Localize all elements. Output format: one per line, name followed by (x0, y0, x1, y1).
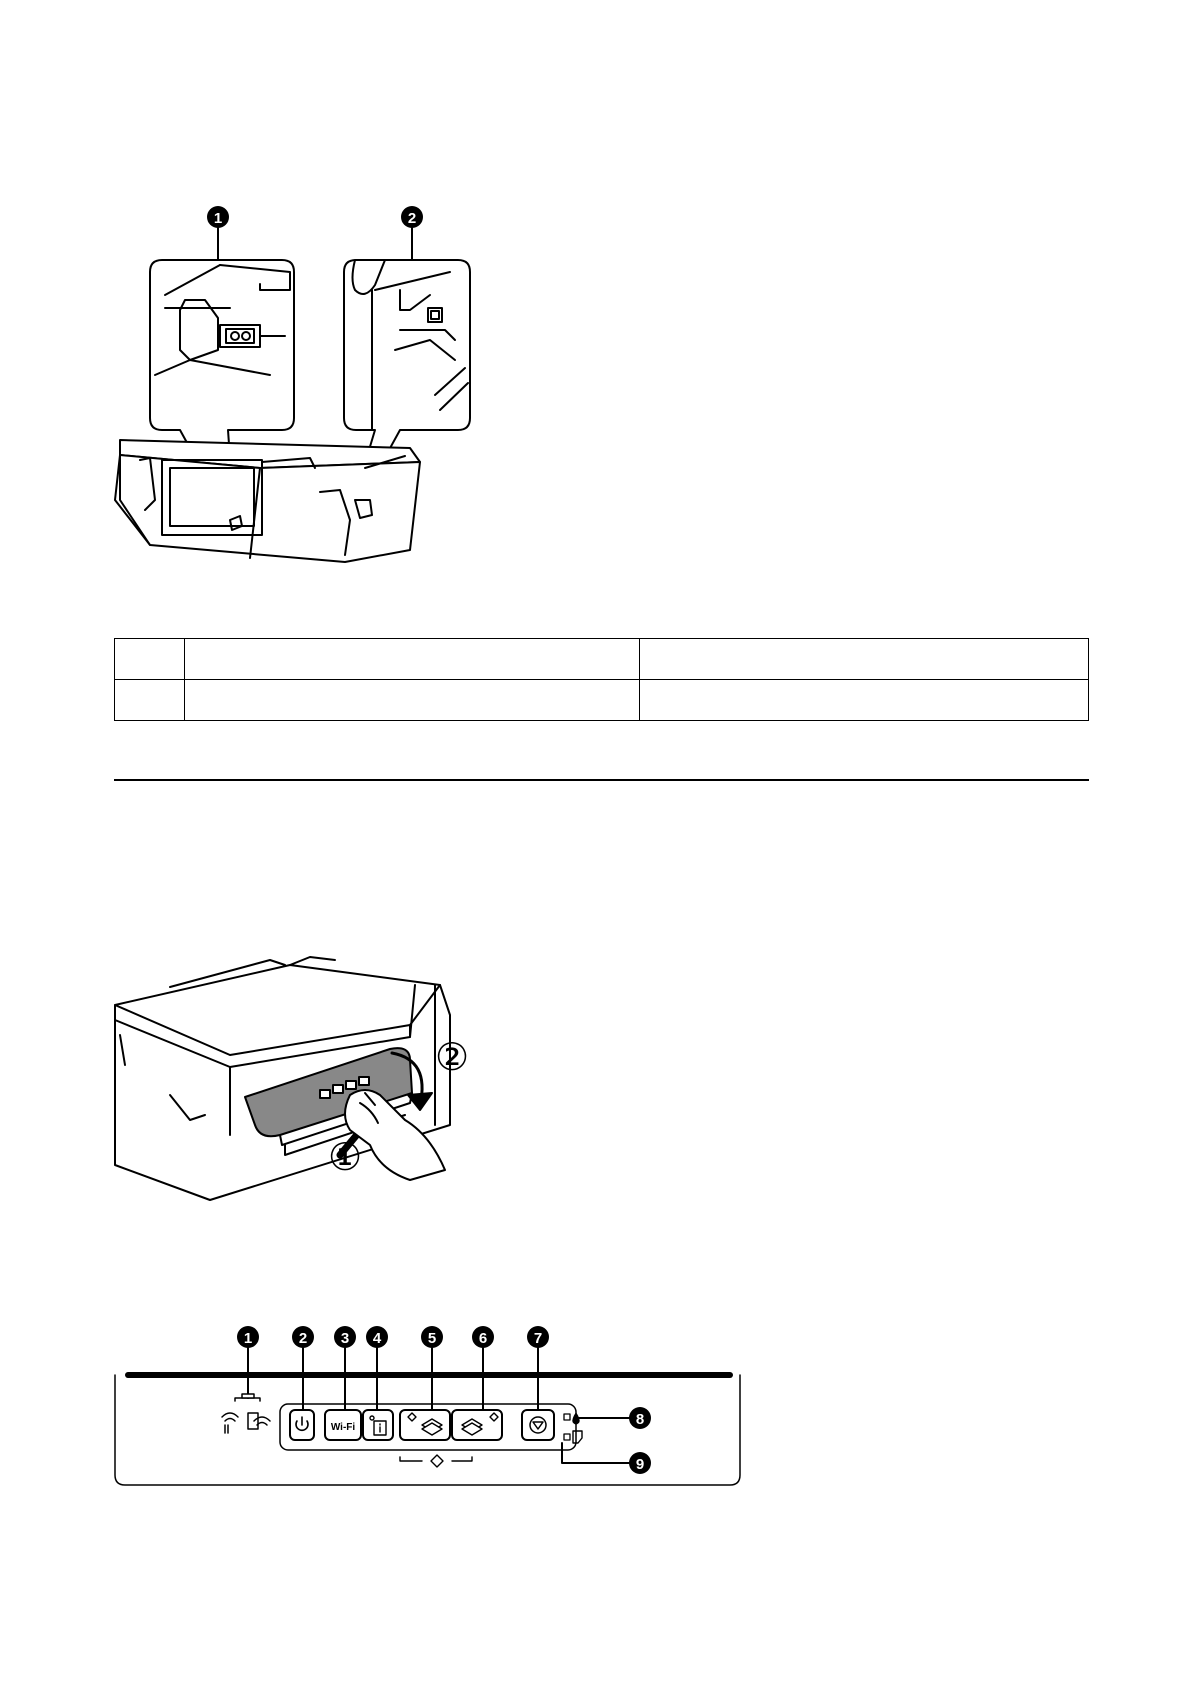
ink-drop-icon (573, 1413, 579, 1424)
rear-view-figure (110, 200, 510, 610)
step-label-2: ② (435, 1037, 470, 1079)
panel-callout-6: 6 (478, 1330, 488, 1347)
parts-table (114, 638, 1089, 721)
color-copy-button[interactable] (452, 1410, 502, 1440)
table-cell-description (640, 639, 1089, 680)
stop-button[interactable] (522, 1410, 554, 1440)
section-divider (114, 779, 1089, 781)
wifi-icon (222, 1413, 238, 1433)
table-cell-name (185, 639, 640, 680)
paper-icon (573, 1431, 582, 1443)
diamond-copy-icon (431, 1455, 443, 1467)
panel-callout-3: 3 (340, 1330, 350, 1347)
panel-callout-8: 8 (635, 1411, 645, 1428)
wifi-button[interactable] (325, 1410, 361, 1440)
panel-lowering-figure (110, 945, 510, 1205)
table-row (115, 680, 1089, 721)
panel-callout-2: 2 (298, 1330, 308, 1347)
panel-callout-7: 7 (533, 1330, 543, 1347)
wifi-status-indicator (222, 1394, 270, 1433)
network-status-button[interactable] (363, 1410, 393, 1440)
control-panel-figure (110, 1325, 750, 1495)
rear-callout-2: 2 (407, 210, 417, 227)
table-cell-description (640, 680, 1089, 721)
paper-light (564, 1431, 582, 1443)
panel-callout-5: 5 (427, 1330, 437, 1347)
step-label-1: ① (328, 1137, 363, 1179)
table-cell-number (115, 680, 185, 721)
copy-bracket (400, 1455, 472, 1467)
printer-rear-body (115, 440, 420, 562)
ink-light (564, 1413, 579, 1424)
wifi-direct-icon (248, 1413, 270, 1429)
wifi-button-label: Wi-Fi (330, 1422, 356, 1433)
panel-callout-1: 1 (243, 1330, 253, 1347)
bw-copy-button[interactable] (400, 1410, 450, 1440)
table-cell-name (185, 680, 640, 721)
power-button[interactable] (290, 1410, 314, 1440)
panel-callout-4: 4 (372, 1330, 382, 1347)
rear-callout-1: 1 (213, 210, 223, 227)
table-row (115, 639, 1089, 680)
callout-markers (237, 1326, 651, 1474)
table-cell-number (115, 639, 185, 680)
panel-callout-9: 9 (635, 1456, 645, 1473)
